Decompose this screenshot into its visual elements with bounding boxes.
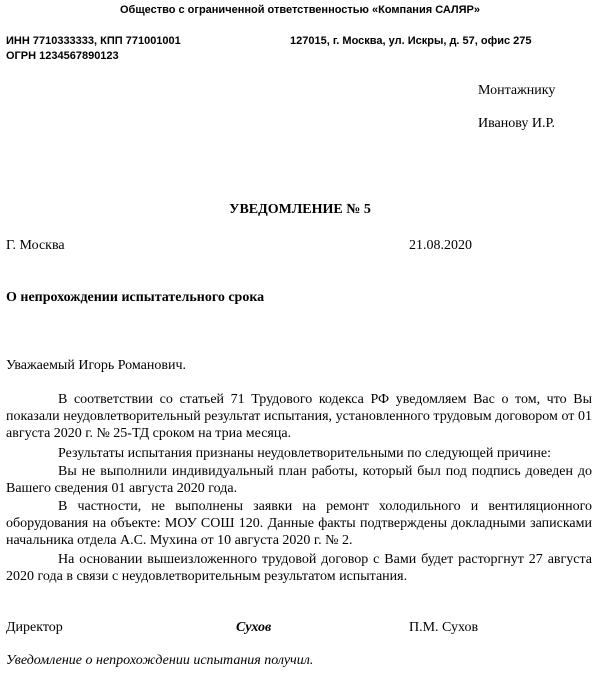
city: Г. Москва	[6, 238, 65, 253]
signatory-position: Директор	[6, 620, 63, 635]
inn-kpp: ИНН 7710333333, КПП 771001001	[6, 35, 181, 47]
document-date: 21.08.2020	[409, 238, 472, 253]
signatory-name: П.М. Сухов	[409, 620, 479, 635]
paragraph-result: Результаты испытания признаны неудовлетворительными по следующей причине:	[58, 446, 551, 461]
greeting: Уважаемый Игорь Романович.	[6, 358, 187, 373]
addressee-name: Иванову И.Р.	[478, 116, 556, 131]
addressee-position: Монтажнику	[478, 83, 556, 98]
acknowledgement-note: Уведомление о непрохождении испытания получил.	[6, 653, 314, 668]
paragraph-details: В частности, не выполнены заявки на ремонт холодильного и вентиляционного оборудования на объекте: МОУ СОШ 120. Данные факты подтверждены докладными записками начальника отдела А.С. Мухина от 10 августа 2020 г. № 2.	[6, 499, 592, 548]
company-name: Общество с ограниченной ответственностью «Компания САЛЯР»	[119, 4, 481, 16]
paragraph-legal-basis: В соответствии со статьей 71 Трудового кодекса РФ уведомляем Вас о том, что Вы показали неудовлетворительный результат испытания, установленного трудовым договором от 01 августа 2020 г. № 25-ТД сроком на триа месяца.	[6, 392, 592, 441]
document-title: УВЕДОМЛЕНИЕ № 5	[229, 202, 371, 217]
paragraph-reason: Вы не выполнили индивидуальный план работы, который был под подпись доведен до Вашего сведения 01 августа 2020 года.	[6, 464, 592, 496]
signature: Сухов	[236, 620, 272, 635]
company-address: 127015, г. Москва, ул. Искры, д. 57, офис 275	[290, 35, 532, 47]
paragraph-termination: На основании вышеизложенного трудовой договор с Вами будет расторгнут 27 августа 2020 года в связи с неудовлетворительным результатом испытания.	[6, 552, 592, 584]
ogrn: ОГРН 1234567890123	[6, 50, 119, 62]
subject-line: О непрохождении испытательного срока	[6, 290, 265, 305]
